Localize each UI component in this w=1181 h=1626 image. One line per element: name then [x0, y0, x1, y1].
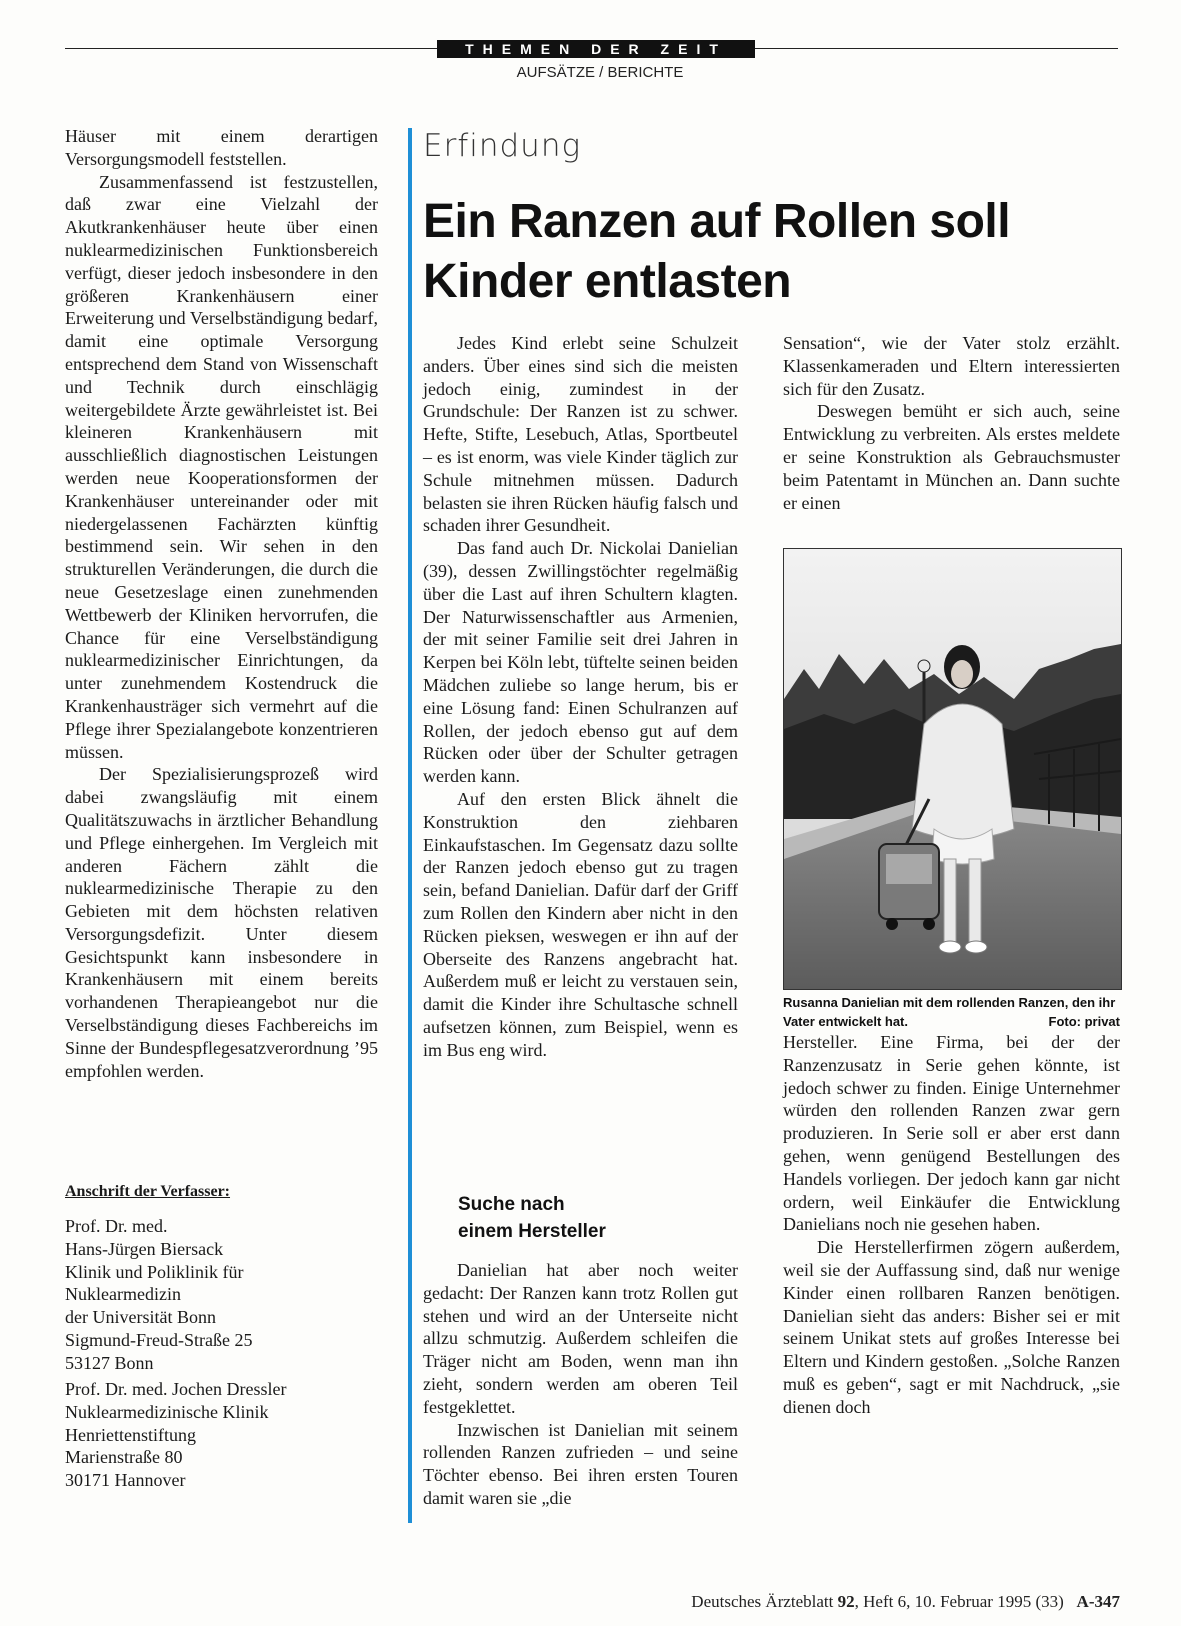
photo-caption — [783, 993, 1120, 1031]
address-line: Henriettenstiftung — [65, 1424, 196, 1445]
article-paragraph: Das fand auch Dr. Nickolai Danielian (39), dessen Zwillingstöchter regelmäßig über die Last auf ihren Schultern klagten. Der Naturwissenschaftler aus Armenien, der mit seiner Familie seit drei Jahren in Kerpen bei Köln lebt, tüftelte seinen beiden Mädchen zuliebe so lange herum, bis er eine Lösung fand: Einen Schulranzen auf Rollen, der jedoch ebenso gut auf dem Rücken oder über der Schulter getragen werden kann. — [423, 538, 738, 787]
address-line: 53127 Bonn — [65, 1352, 154, 1373]
address-line: Marienstraße 80 — [65, 1447, 183, 1468]
article-subhead — [458, 1191, 606, 1245]
address-line: Nuklearmedizin — [65, 1284, 181, 1305]
page-footer — [691, 1592, 1120, 1612]
photo-credit: Foto: privat — [1048, 1014, 1120, 1029]
article-kicker: Erfindung — [423, 128, 582, 164]
left-column — [65, 125, 378, 1082]
photo-girl-with-rolling-schoolbag — [784, 549, 1121, 989]
page-number: A-347 — [1076, 1592, 1120, 1611]
article-headline — [423, 192, 1123, 312]
subsection-title: AUFSÄTZE / BERICHTE — [516, 64, 684, 81]
headline-line: Kinder entlasten — [423, 255, 792, 308]
address-line: 30171 Hannover — [65, 1470, 186, 1491]
caption-text: Rusanna Danielian mit dem rollenden Ranzen, den ihr Vater entwickelt hat. — [783, 995, 1116, 1029]
article-paragraph: Auf den ersten Blick ähnelt die Konstruktion den ziehbaren Einkaufstaschen. Im Gegensatz dazu sollte der Ranzen jedoch ebenso gut zu tragen sein, befand Danielian. Dafür darf der Griff zum Rollen den Kindern aber nicht in den Rücken pieksen, weswegen er ihn auf der Oberseite des Ranzens angebracht hat. Außerdem muß er leicht zu verstauen sein, damit die Kinder ihre Schultasche schnell aufsetzen können, zum Beispiel, wenn es im Bus eng wird. — [423, 788, 738, 1060]
article-paragraph: Sensation“, wie der Vater stolz erzählt. Klassenkameraden und Eltern interessierten sich für den Zusatz. — [783, 333, 1120, 399]
address-block-2 — [65, 1378, 286, 1492]
address-line: Klinik und Poliklinik für — [65, 1261, 244, 1282]
article-paragraph: Jedes Kind erlebt seine Schulzeit anders. Über eines sind sich die meisten jedoch einig, zumindest in der Grundschule: Der Ranzen ist zu schwer. Hefte, Stifte, Lesebuch, Atlas, Sportbeutel – es ist enorm, was viele Kinder täglich zur Schule mitnehmen müssen. Dadurch belasten sie ihren Rücken häufig falsch und schaden ihrer Gesundheit. — [423, 333, 738, 536]
article-paragraph: Inzwischen ist Danielian mit seinem rollenden Ranzen zufrieden – und seine Töchter ebenso. Bei ihren ersten Touren damit waren sie „die — [423, 1419, 738, 1508]
article-paragraph: Deswegen bemüht er sich auch, seine Entwicklung zu verbreiten. Als erstes meldete er seine Konstruktion als Gebrauchsmuster beim Patentamt in München an. Dann suchte er einen — [783, 401, 1120, 513]
left-paragraph: Häuser mit einem derartigen Versorgungsmodell feststellen. — [65, 126, 378, 169]
address-line: der Universität Bonn — [65, 1307, 216, 1328]
middle-column-top — [423, 332, 738, 1062]
volume-number: 92 — [837, 1592, 855, 1611]
left-paragraph: Zusammenfassend ist festzustellen, daß zwar eine Vielzahl der Akutkrankenhäuser heute über einen nuklearmedizinischen Funktionsbereich verfügt, dieser jedoch insbesondere in den größeren Krankenhäusern einer Erweiterung und Verselbständigung bedarf, damit eine optimale Versorgung entsprechend dem Stand von Wissenschaft und Technik durch einschlägig weitergebildete Ärzte gewährleistet ist. Bei kleineren Krankenhäusern mit ausschließlich diagnostischen Leistungen werden neue Kooperationsformen der Krankenhäuser untereinander oder mit niedergelassenen Fachärzten künftig bestimmend sein. Wir sehen in den strukturellen Veränderungen, die durch die neue Gesetzeslage einen zunehmenden Wettbewerb der Kliniken hervorrufen, die Chance für eine Verselbständigung nuklearmedizinischer Einrichtungen, da unter zunehmendem Kostendruck die Krankenhausträger sich vermehrt auf die Pflege ihrer Spezialangebote konzentrieren müssen. — [65, 171, 378, 762]
article-paragraph: Die Herstellerfirmen zögern außerdem, weil sie der Auffassung sind, daß nur wenige Kinder einen rollbaren Ranzen benötigen. Danielian sieht das anders: Bisher sei er mit seinem Unikat stets auf großes Interesse bei Eltern und Kindern gestoßen. „Solche Ranzen muß es geben“, sagt er mit Nachdruck, „sie dienen doch — [783, 1237, 1120, 1417]
right-column-bottom — [783, 1031, 1120, 1419]
section-title: THEMEN DER ZEIT — [437, 40, 755, 58]
journal-name: Deutsches Ärzteblatt — [691, 1592, 834, 1611]
address-line: Hans-Jürgen Biersack — [65, 1238, 224, 1259]
issue-info: , Heft 6, 10. Februar 1995 (33) — [854, 1592, 1064, 1611]
left-paragraph: Der Spezialisierungsprozeß wird dabei zwangsläufig mit einem Qualitätszuwachs in ärztlicher Behandlung und Pflege einhergehen. Im Vergleich mit anderen Fächern zählt die nuklearmedizinische Therapie zu den Gebieten mit dem höchsten relativen Versorgungsdefizit. Unter diesem Gesichtspunkt kann insbesondere in Krankenhäusern mit einem bereits vorhandenen Therapieangebot nur die Verselbständigung dieses Fachbereichs im Sinne der Bundespflegesatzverordnung ’95 empfohlen werden. — [65, 764, 378, 1081]
address-block-1 — [65, 1215, 252, 1375]
right-column-top — [783, 332, 1120, 514]
subhead-line: einem Hersteller — [458, 1221, 606, 1242]
address-line: Nuklearmedizinische Klinik — [65, 1401, 269, 1422]
address-line: Prof. Dr. med. — [65, 1216, 168, 1236]
article-paragraph: Hersteller. Eine Firma, bei der der Ranzenzusatz in Serie gehen könnte, ist jedoch schwer zu finden. Einige Unternehmer würden den rollenden Ranzen zwar gern produzieren. In Serie soll er aber erst dann gehen, wenn genügend Bestellungen des Handels vorliegen. Der jedoch kann gar nicht ordern, weil Einkäufer die Entwicklung Danielians noch nie gesehen haben. — [783, 1032, 1120, 1235]
article-paragraph: Danielian hat aber noch weiter gedacht: Der Ranzen kann trotz Rollen gut stehen und wird an der Unterseite nicht allzu schmutzig. Außerdem schleifen die Träger nicht am Boden, wenn man ihn zieht, sondern werden am oberen Teil festgeklettet. — [423, 1260, 738, 1417]
article-accent-rule — [408, 128, 412, 1523]
address-line: Prof. Dr. med. Jochen Dressler — [65, 1379, 287, 1399]
headline-line: Ein Ranzen auf Rollen soll — [423, 195, 1011, 248]
subhead-line: Suche nach — [458, 1194, 565, 1215]
article-photo — [783, 548, 1122, 990]
address-line: Sigmund-Freud-Straße 25 — [65, 1329, 253, 1350]
address-heading: Anschrift der Verfasser: — [65, 1183, 231, 1200]
middle-column-bottom — [423, 1259, 738, 1510]
